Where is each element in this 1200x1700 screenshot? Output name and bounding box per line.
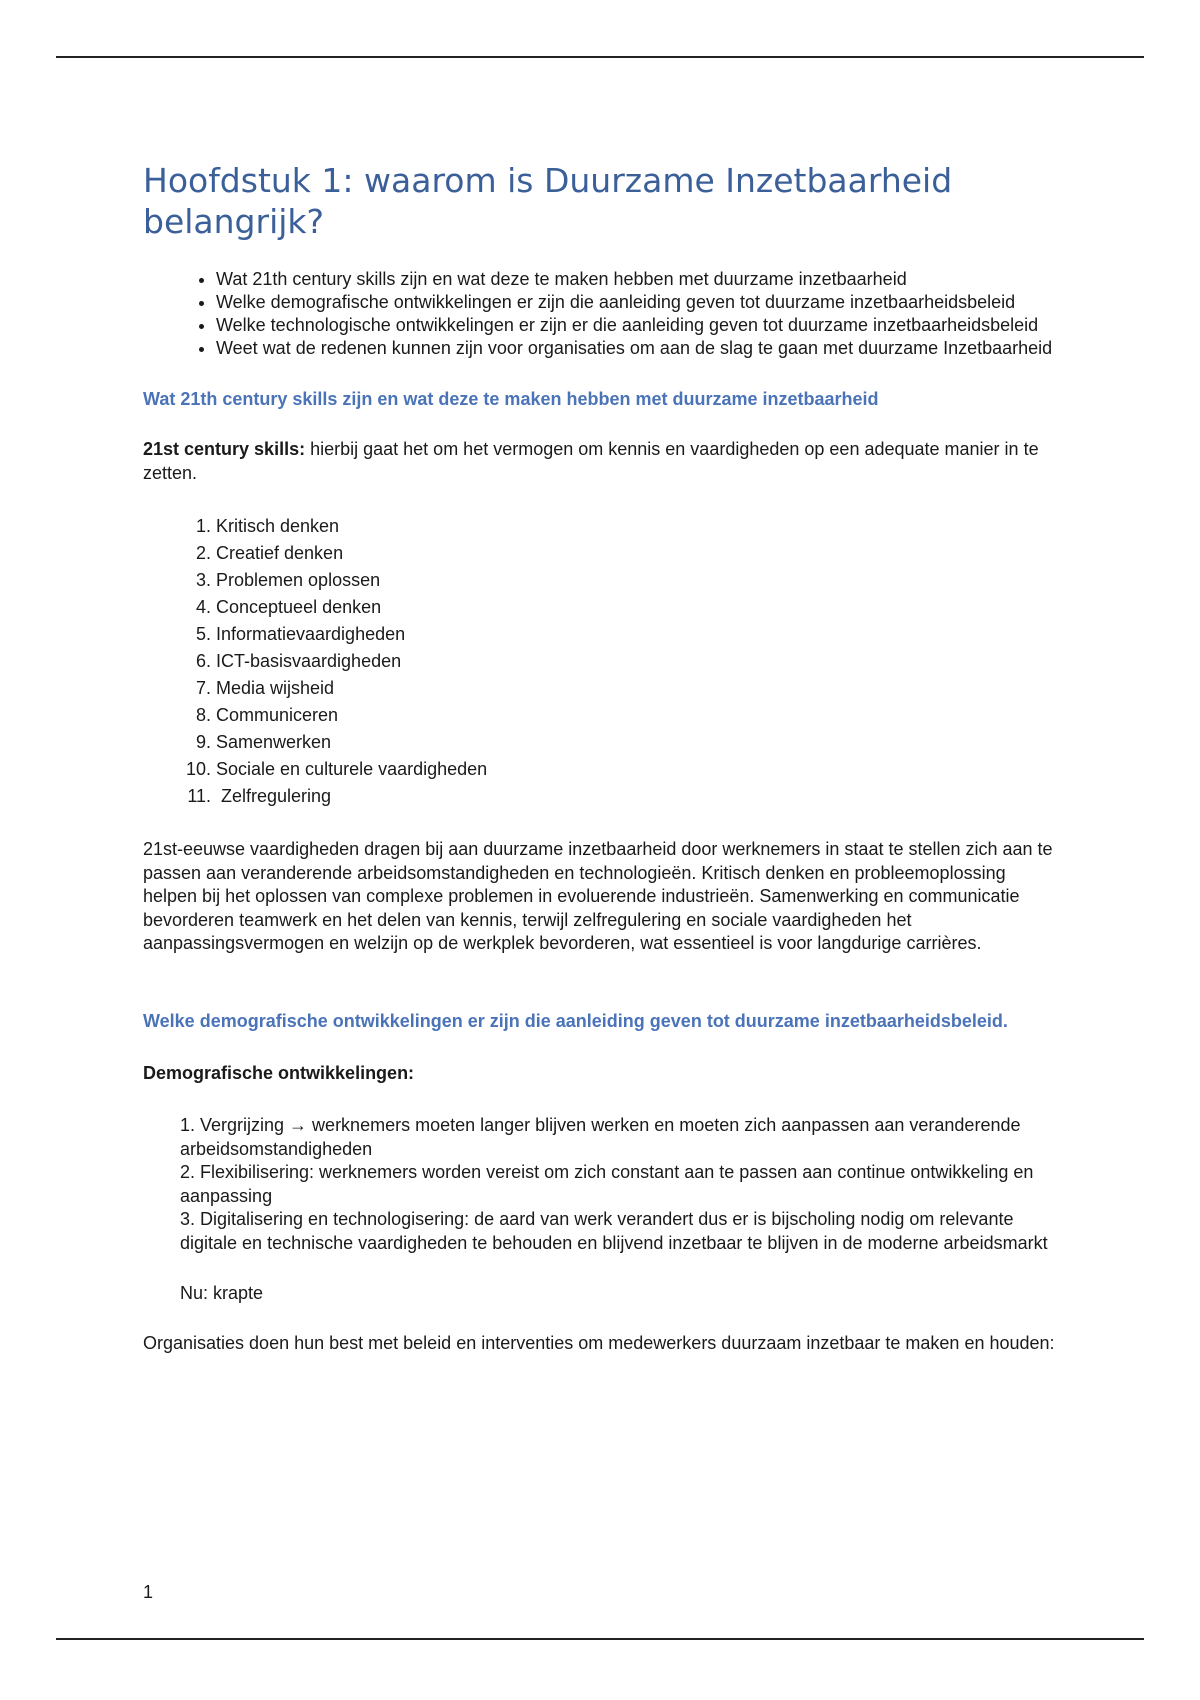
list-item: 3. Digitalisering en technologisering: de aard van werk verandert dus er is bijscholing nodig om relevante digitale en technische vaardigheden te behouden en blijvend inzetbaar te blijven in de moderne arbeidsmarkt bbox=[180, 1209, 1048, 1253]
learning-objectives-list bbox=[143, 268, 1063, 360]
list-item: 4. Conceptueel denken bbox=[216, 594, 1063, 621]
skills-summary-paragraph: 21st-eeuwse vaardigheden dragen bij aan duurzame inzetbaarheid door werknemers in staat te stellen zich aan te passen aan veranderende arbeidsomstandigheden en technologieën. Kritisch denken en probleemoplossing helpen bij het oplossen van complexe problemen in evoluerende industrieën. Samenwerking en communicatie bevorderen teamwerk en het delen van kennis, terwijl zelfregulering en sociale vaardigheden het aanpassingsvermogen en welzijn op de werkplek bevorderen, wat essentieel is voor langdurige carrières. bbox=[143, 839, 1053, 953]
list-item: 9. Samenwerken bbox=[216, 729, 1063, 756]
closing-paragraph: Organisaties doen hun best met beleid en interventies om medewerkers duurzaam inzetbaar te maken en houden: bbox=[143, 1332, 1055, 1353]
list-item: 7. Media wijsheid bbox=[216, 675, 1063, 702]
current-situation-note: Nu: krapte bbox=[180, 1283, 264, 1303]
section-heading-demographics: Welke demografische ontwikkelingen er zijn die aanleiding geven tot duurzame inzetbaarheidsbeleid. bbox=[143, 1010, 1008, 1031]
header-rule bbox=[56, 56, 1144, 58]
list-item: • Wat 21th century skills zijn en wat deze te maken hebben met duurzame inzetbaarheid bbox=[216, 268, 1063, 291]
document-body bbox=[143, 160, 1063, 1355]
list-item: 5. Informatievaardigheden bbox=[216, 621, 1063, 648]
list-item: 2. Creatief denken bbox=[216, 540, 1063, 567]
chapter-title: Hoofdstuk 1: waarom is Duurzame Inzetbaarheid belangrijk? bbox=[143, 161, 953, 241]
list-item: 10. Sociale en culturele vaardigheden bbox=[216, 756, 1063, 783]
list-item: 3. Problemen oplossen bbox=[216, 567, 1063, 594]
list-item: 11. Zelfregulering bbox=[216, 783, 1063, 810]
demographics-label: Demografische ontwikkelingen: bbox=[143, 1062, 415, 1083]
list-item: • Welke technologische ontwikkelingen er zijn er die aanleiding geven tot duurzame inzetbaarheidsbeleid bbox=[216, 314, 1063, 337]
page-number: 1 bbox=[143, 1582, 154, 1602]
skills-definition bbox=[143, 438, 1063, 485]
definition-term: 21st century skills: bbox=[143, 439, 306, 459]
list-item: 8. Communiceren bbox=[216, 702, 1063, 729]
list-item: 6. ICT-basisvaardigheden bbox=[216, 648, 1063, 675]
list-item: • Welke demografische ontwikkelingen er zijn die aanleiding geven tot duurzame inzetbaarheidsbeleid bbox=[216, 291, 1063, 314]
demographics-list bbox=[180, 1114, 1063, 1255]
section-heading-skills: Wat 21th century skills zijn en wat deze te maken hebben met duurzame inzetbaarheid bbox=[143, 389, 879, 409]
footer-rule bbox=[56, 1638, 1144, 1640]
list-item: • Weet wat de redenen kunnen zijn voor organisaties om aan de slag te gaan met duurzame Inzetbaarheid bbox=[216, 337, 1063, 360]
list-item: 1. Kritisch denken bbox=[216, 513, 1063, 540]
list-item: 1. Vergrijzing → werknemers moeten langer blijven werken en moeten zich aanpassen aan veranderende arbeidsomstandigheden bbox=[180, 1115, 1021, 1159]
definition-text: hierbij gaat het om het vermogen om kennis en vaardigheden op een adequate manier in te zetten. bbox=[143, 439, 1039, 483]
list-item: 2. Flexibilisering: werknemers worden vereist om zich constant aan te passen aan continue ontwikkeling en aanpassing bbox=[180, 1162, 1034, 1206]
skills-list bbox=[143, 513, 1063, 810]
